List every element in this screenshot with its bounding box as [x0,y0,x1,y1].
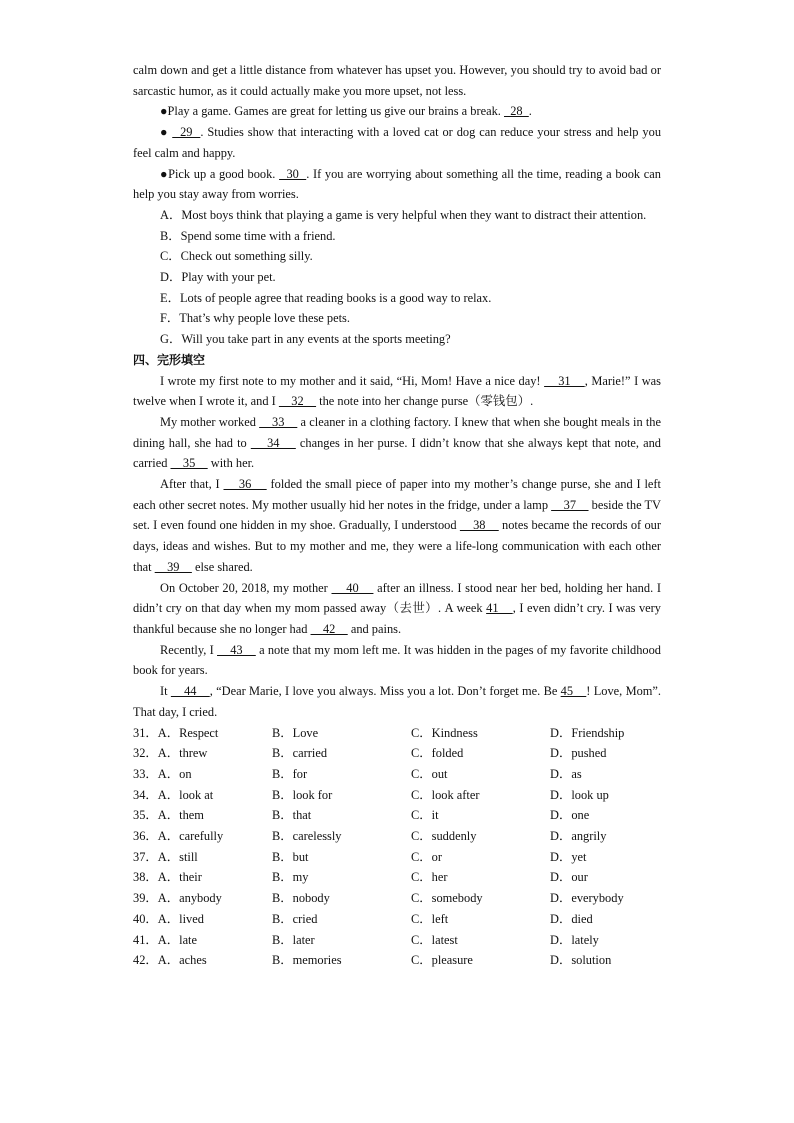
cloze-paragraph-6 [133,681,661,722]
cloze-paragraph-5 [133,640,661,681]
option-d[interactable]: D．everybody [550,891,624,906]
cloze-paragraph-4 [133,578,661,640]
blank-44[interactable]: 44 [170,684,210,699]
option-b[interactable]: B．memories [272,953,342,968]
question-number: 41． [133,932,158,947]
option-d[interactable]: D．yet [550,849,587,864]
option-b[interactable]: B．nobody [272,891,330,906]
bullet-pet [133,122,661,163]
reading-option-f: F．That’s why people love these pets. [160,311,350,326]
question-row [133,785,661,806]
option-d[interactable]: D．as [550,766,582,781]
option-d[interactable]: D．look up [550,787,609,802]
text: after an illness. I stood near her bed, holding her hand. I didn’t cry on that day when my mom passed away（去世）. A week [133,580,661,616]
question-number: 40． [133,911,158,926]
option-c[interactable]: C．her [411,870,448,885]
reading-option-d: D．Play with your pet. [160,270,276,285]
option-d[interactable]: D．one [550,808,590,823]
option-b[interactable]: B．cried [272,911,318,926]
option-a-label: A．aches [157,953,207,968]
question-number: 35． [133,808,158,823]
text: , I even didn’t cry. I was very thankful because she no longer had [133,601,661,636]
option-a[interactable] [133,805,272,826]
blank-30[interactable]: 30 [279,166,307,181]
text: a note that my mom left me. It was hidden in the pages of my favorite childhood book for years. [133,642,661,678]
bullet-play-game [133,101,661,122]
option-a[interactable] [133,930,272,951]
option-a[interactable] [133,785,272,806]
blank-29[interactable]: 29 [172,125,201,140]
option-a[interactable] [133,847,272,868]
option-a-label: A．late [157,932,198,947]
option-a-label: A．threw [157,746,208,761]
option-a[interactable] [133,723,272,744]
cloze-paragraph-2 [133,412,661,474]
text: and pains. [347,621,402,636]
text: the note into her change purse（零钱包）. [316,394,534,409]
text: changes in her purse. I didn’t know that she always kept that note, and carried [133,435,661,471]
blank-31[interactable]: 31 [544,373,585,388]
cloze-paragraph-1 [133,371,661,412]
option-d[interactable]: D．our [550,870,588,885]
text: Recently, I [160,642,218,657]
option-d[interactable]: D．pushed [550,746,607,761]
option-c[interactable]: C．folded [411,746,464,761]
option-a-label: A．Respect [157,725,219,740]
text: a cleaner in a clothing factory. I knew that when she bought meals in the dining hall, she had to [133,414,662,450]
option-a-label: A．carefully [157,829,224,844]
option-a-label: A．look at [157,787,214,802]
reading-option-e: E．Lots of people agree that reading books is a good way to relax. [160,290,492,305]
option-b[interactable]: B．carried [272,746,328,761]
text: ! Love, Mom”. That day, I cried. [133,684,662,719]
option-a[interactable] [133,743,272,764]
bullet-text: . If you are worrying about something all the time, reading a book can help you stay away from worries. [133,166,661,202]
reading-option-b: B．Spend some time with a friend. [160,228,336,243]
text: , “Dear Marie, I love you always. Miss you a lot. Don’t forget me. Be [209,684,561,699]
option-b[interactable]: B．that [272,808,312,823]
section-heading: 四、完形填空 [133,352,206,367]
question-row [133,743,661,764]
text: My mother worked [160,414,260,429]
question-row [133,930,661,951]
question-row [133,950,661,971]
option-a-label: A．them [157,808,204,823]
option-c[interactable]: C．Kindness [411,725,478,740]
option-c[interactable]: C．out [411,766,448,781]
option-c[interactable]: C．look after [411,787,480,802]
reading-option-g: G．Will you take part in any events at the sports meeting? [160,332,451,347]
question-number: 39． [133,891,158,906]
question-number: 31． [133,725,158,740]
question-row [133,888,661,909]
text: folded the small piece of paper into my mother’s change purse, she and I left each other secret notes. My mother usually hid her notes in the fridge, under a lamp [133,477,661,512]
blank-34[interactable]: 34 [250,435,296,450]
reading-intro: calm down and get a little distance from whatever has upset you. However, you should try to avoid bad or sarcastic humor, as it could actually make you more upset, not less. [133,63,661,98]
option-a[interactable] [133,867,272,888]
option-a-label: A．their [157,870,202,885]
blank-42[interactable]: 42 [310,621,348,636]
text: On October 20, 2018, my mother [160,580,332,595]
option-a-label: A．lived [157,911,204,926]
blank-37[interactable]: 37 [551,497,589,512]
question-row [133,867,661,888]
option-c[interactable]: C．somebody [411,891,483,906]
question-row [133,826,661,847]
option-c[interactable]: C．suddenly [411,829,477,844]
text: I wrote my first note to my mother and it said, “Hi, Mom! Have a nice day! [160,373,545,388]
option-a[interactable] [133,764,272,785]
option-a[interactable] [133,909,272,930]
reading-option-c: C．Check out something silly. [160,249,313,264]
question-number: 42． [133,953,158,968]
blank-40[interactable]: 40 [331,580,374,595]
text: , Marie!” I was twelve when I wrote it, and I [133,373,661,409]
option-b[interactable]: B．later [272,932,315,947]
bullet-mark: ● [160,125,169,140]
blank-32[interactable]: 32 [278,394,317,409]
text: It [160,684,171,699]
reading-option-a: A．Most boys think that playing a game is very helpful when they want to distract their attention. [160,207,647,222]
bullet-text: ●Play a game. Games are great for letting us give our brains a break. [160,104,501,119]
option-b[interactable]: B．but [272,849,309,864]
blank-33[interactable]: 33 [259,414,298,429]
blank-41[interactable]: 41 [486,601,513,616]
question-list [133,723,661,971]
text: After that, I [160,477,224,492]
option-a-label: A．still [157,849,198,864]
question-row [133,723,661,744]
option-b[interactable]: B．my [272,870,309,885]
blank-43[interactable]: 43 [217,642,256,657]
option-a[interactable] [133,950,272,971]
option-a[interactable] [133,888,272,909]
option-c[interactable]: C．pleasure [411,953,473,968]
question-number: 36． [133,829,158,844]
question-number: 34． [133,787,158,802]
text: beside the TV set. I even found one hidden in my shoe. Gradually, I understood [133,497,661,533]
question-number: 37． [133,849,158,864]
option-d[interactable]: D．angrily [550,829,607,844]
question-row [133,805,661,826]
question-number: 32． [133,746,158,761]
bullet-text: ●Pick up a good book. [160,166,276,181]
option-c[interactable]: C．or [411,849,442,864]
question-row [133,909,661,930]
bullet-text: . Studies show that interacting with a loved cat or dog can reduce your stress and help you feel calm and happy. [133,125,662,160]
blank-39[interactable]: 39 [154,559,192,574]
question-number: 33． [133,766,158,781]
option-d[interactable]: D．died [550,911,593,926]
option-b[interactable]: B．look for [272,787,333,802]
document-page [133,60,661,971]
option-a[interactable] [133,826,272,847]
option-d[interactable]: D．solution [550,953,612,968]
text: else shared. [191,559,253,574]
option-b[interactable]: B．carelessly [272,829,342,844]
question-row [133,847,661,868]
option-c[interactable]: C．latest [411,932,458,947]
option-c[interactable]: C．it [411,808,439,823]
option-d[interactable]: D．lately [550,932,599,947]
blank-36[interactable]: 36 [223,477,267,492]
text: with her. [207,456,255,471]
bullet-book [133,164,661,205]
option-b[interactable]: B．Love [272,725,319,740]
blank-45[interactable]: 45 [560,684,587,699]
option-d[interactable]: D．Friendship [550,725,625,740]
blank-38[interactable]: 38 [459,518,499,533]
option-a-label: A．on [157,766,192,781]
option-a-label: A．anybody [157,891,222,906]
option-b[interactable]: B．for [272,766,308,781]
question-row [133,764,661,785]
cloze-paragraph-3 [133,474,661,578]
question-number: 38． [133,870,158,885]
option-c[interactable]: C．left [411,911,449,926]
text: notes became the records of our days, ideas and wishes. But to my mother and me, they were a life-long communication with each other that [133,518,661,574]
blank-35[interactable]: 35 [170,456,208,471]
bullet-end: . [528,104,532,119]
blank-28[interactable]: 28 [504,104,529,119]
